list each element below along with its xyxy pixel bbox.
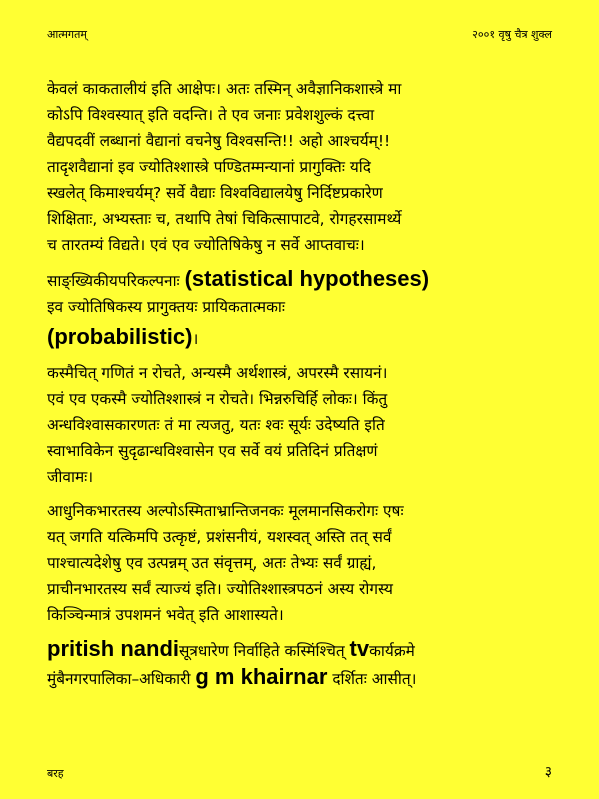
paragraph-3	[47, 360, 559, 490]
text-devanagari: सूत्रधारेण निर्वाहिते कस्मिंश्चित्	[179, 642, 345, 660]
text-line: कोऽपि विश्वस्यात् इति वदन्ति। ते एव जनाः प्रवेशशुल्कं दत्त्वा	[47, 106, 375, 124]
text-devanagari: साङ्ख्यिकीयपरिकल्पनाः	[47, 272, 180, 290]
text-latin-emphasis: (probabilistic)	[47, 324, 193, 349]
text-line: अन्धविश्वासकारणतः तं मा त्यजतु, यतः श्वः सूर्यः उदेष्यति इति	[47, 416, 385, 434]
page-footer	[47, 763, 552, 781]
paragraph-5	[47, 636, 559, 692]
text-line: केवलं काकतालीयं इति आक्षेपः। अतः तस्मिन् अवैज्ञानिकशास्त्रे मा	[47, 80, 402, 98]
text-line: कस्मैचित् गणितं न रोचते, अन्यस्मै अर्थशास्त्रं, अपरस्मै रसायनं।	[47, 364, 388, 382]
text-line: शिक्षिताः, अभ्यस्ताः च, तथापि तेषां चिकित्सापाटवे, रोगहरसामर्थ्ये	[47, 210, 402, 228]
text-devanagari: ।	[192, 330, 199, 348]
text-line: वैद्यपदवीं लब्धानां वैद्यानां वचनेषु विश्वसन्ति!! अहो आश्चर्यम्!!	[47, 132, 391, 150]
text-line: जीवामः।	[47, 468, 94, 486]
header-date: २००१ वृषु चैत्र शुक्ल	[472, 28, 552, 41]
text-line: तादृशवैद्यानां इव ज्योतिश्शास्त्रे पण्डितम्मन्यानां प्रागुक्तिः यदि	[47, 158, 371, 176]
page-header	[47, 27, 552, 43]
text-line	[47, 664, 559, 692]
text-line: प्राचीनभारतस्य सर्वं त्याज्यं इति। ज्योतिश्शास्त्रपठनं अस्य रोगस्य	[47, 580, 393, 598]
text-latin-emphasis: g m khairnar	[195, 664, 328, 689]
paragraph-2	[47, 266, 559, 352]
text-line: स्वाभाविकेन सुदृढान्धविश्वासेन एव सर्वे वयं प्रतिदिनं प्रतिक्षणं	[47, 442, 378, 460]
page-number: ३	[544, 764, 552, 780]
footer-label: बरह	[47, 767, 64, 780]
text-devanagari: कार्यक्रमे	[369, 642, 415, 660]
text-line: आधुनिकभारतस्य अल्पोऽस्मिताभ्रान्तिजनकः मूलमानसिकरोगः एषः	[47, 502, 404, 520]
text-line	[47, 636, 559, 664]
text-devanagari: मुंबैनगरपालिका–अधिकारी	[47, 670, 191, 688]
page-body	[47, 76, 559, 700]
text-line: किञ्चिन्मात्रं उपशमनं भवेत् इति आशास्यते।	[47, 606, 284, 624]
text-line: इव ज्योतिषिकस्य प्रागुक्तयः प्रायिकतात्मकाः	[47, 298, 286, 316]
header-title: आत्मगतम्	[47, 28, 87, 41]
text-line	[47, 266, 559, 294]
text-line: यत् जगति यत्किमपि उत्कृष्टं, प्रशंसनीयं, यशस्वत् अस्ति तत् सर्वं	[47, 528, 392, 546]
text-latin-emphasis: pritish nandi	[47, 636, 179, 661]
text-latin-emphasis: (statistical hypotheses)	[184, 266, 430, 291]
text-line	[47, 324, 559, 352]
text-line: च तारतम्यं विद्यते। एवं एव ज्योतिषिकेषु न सर्वे आप्तवाचः।	[47, 236, 365, 254]
text-line: पाश्चात्यदेशेषु एव उत्पन्नम् उत संवृत्तम्, अतः तेभ्यः सर्वं ग्राह्यं,	[47, 554, 377, 572]
text-line: एवं एव एकस्मै ज्योतिश्शास्त्रं न रोचते। भिन्नरुचिर्हि लोकः। किंतु	[47, 390, 388, 408]
text-latin-emphasis: tv	[349, 636, 370, 661]
paragraph-1	[47, 76, 559, 258]
text-devanagari: दर्शितः आसीत्।	[332, 670, 417, 688]
text-line: स्खलेत् किमाश्चर्यम्? सर्वे वैद्याः विश्वविद्यालयेषु निर्दिष्टप्रकारेण	[47, 184, 383, 202]
paragraph-4	[47, 498, 559, 628]
